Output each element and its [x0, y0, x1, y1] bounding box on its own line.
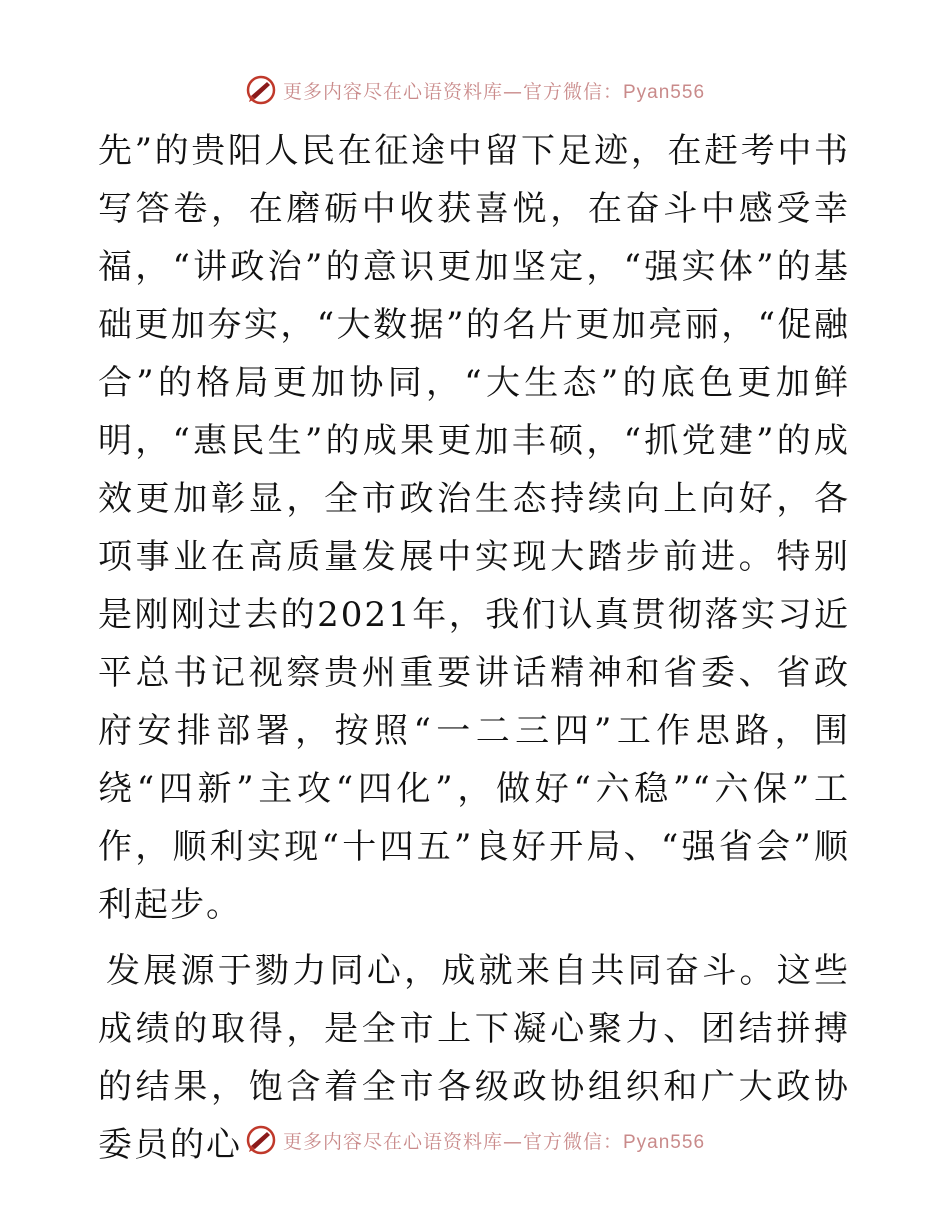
paragraph-1: 先”的贵阳人民在征途中留下足迹，在赶考中书写答卷，在磨砺中收获喜悦，在奋斗中感受幸福，“讲政治”的意识更加坚定，“强实体”的基础更加夯实，“大数据”的名片更加亮丽，“促融合”的格局更加协同，“大生态”的底色更加鲜明，“惠民生”的成果更加丰硕，“抓党建”的成效更加彰显，全市政治生态持续向上向好，各项事业在高质量发展中实现大踏步前进。特别是刚刚过去的2021年，我们认真贯彻落实习近平总书记视察贵州重要讲话精神和省委、省政府安排部署，按照“一二三四”工作思路，围绕“四新”主攻“四化”，做好“六稳”“六保”工作，顺利实现“十四五”良好开局、“强省会”顺利起步。 — [98, 131, 850, 925]
banner-brand-text: 更多内容尽在心语资料库 — [282, 80, 503, 103]
banner-brand-text: 更多内容尽在心语资料库 — [282, 1130, 503, 1153]
banner-wechat-label: 官方微信： — [522, 1130, 623, 1153]
document-body — [98, 122, 850, 1174]
banner-wechat-id: Pyan556 — [623, 81, 706, 103]
banner-text — [283, 1127, 705, 1154]
red-circle-pen-logo-icon — [245, 1124, 277, 1156]
banner-separator: — — [502, 80, 523, 103]
header-banner — [0, 70, 950, 110]
paragraph-2: 发展源于勠力同心，成就来自共同奋斗。这些成绩的取得，是全市上下凝心聚力、团结拼搏的结果，饱含着全市各级政协组织和广大政协委员的心 — [98, 951, 850, 1165]
red-circle-pen-logo-icon — [245, 74, 277, 106]
banner-text — [283, 77, 705, 104]
banner-wechat-label: 官方微信： — [522, 80, 623, 103]
footer-banner — [0, 1120, 950, 1160]
banner-separator: — — [502, 1130, 523, 1153]
banner-wechat-id: Pyan556 — [623, 1131, 706, 1153]
